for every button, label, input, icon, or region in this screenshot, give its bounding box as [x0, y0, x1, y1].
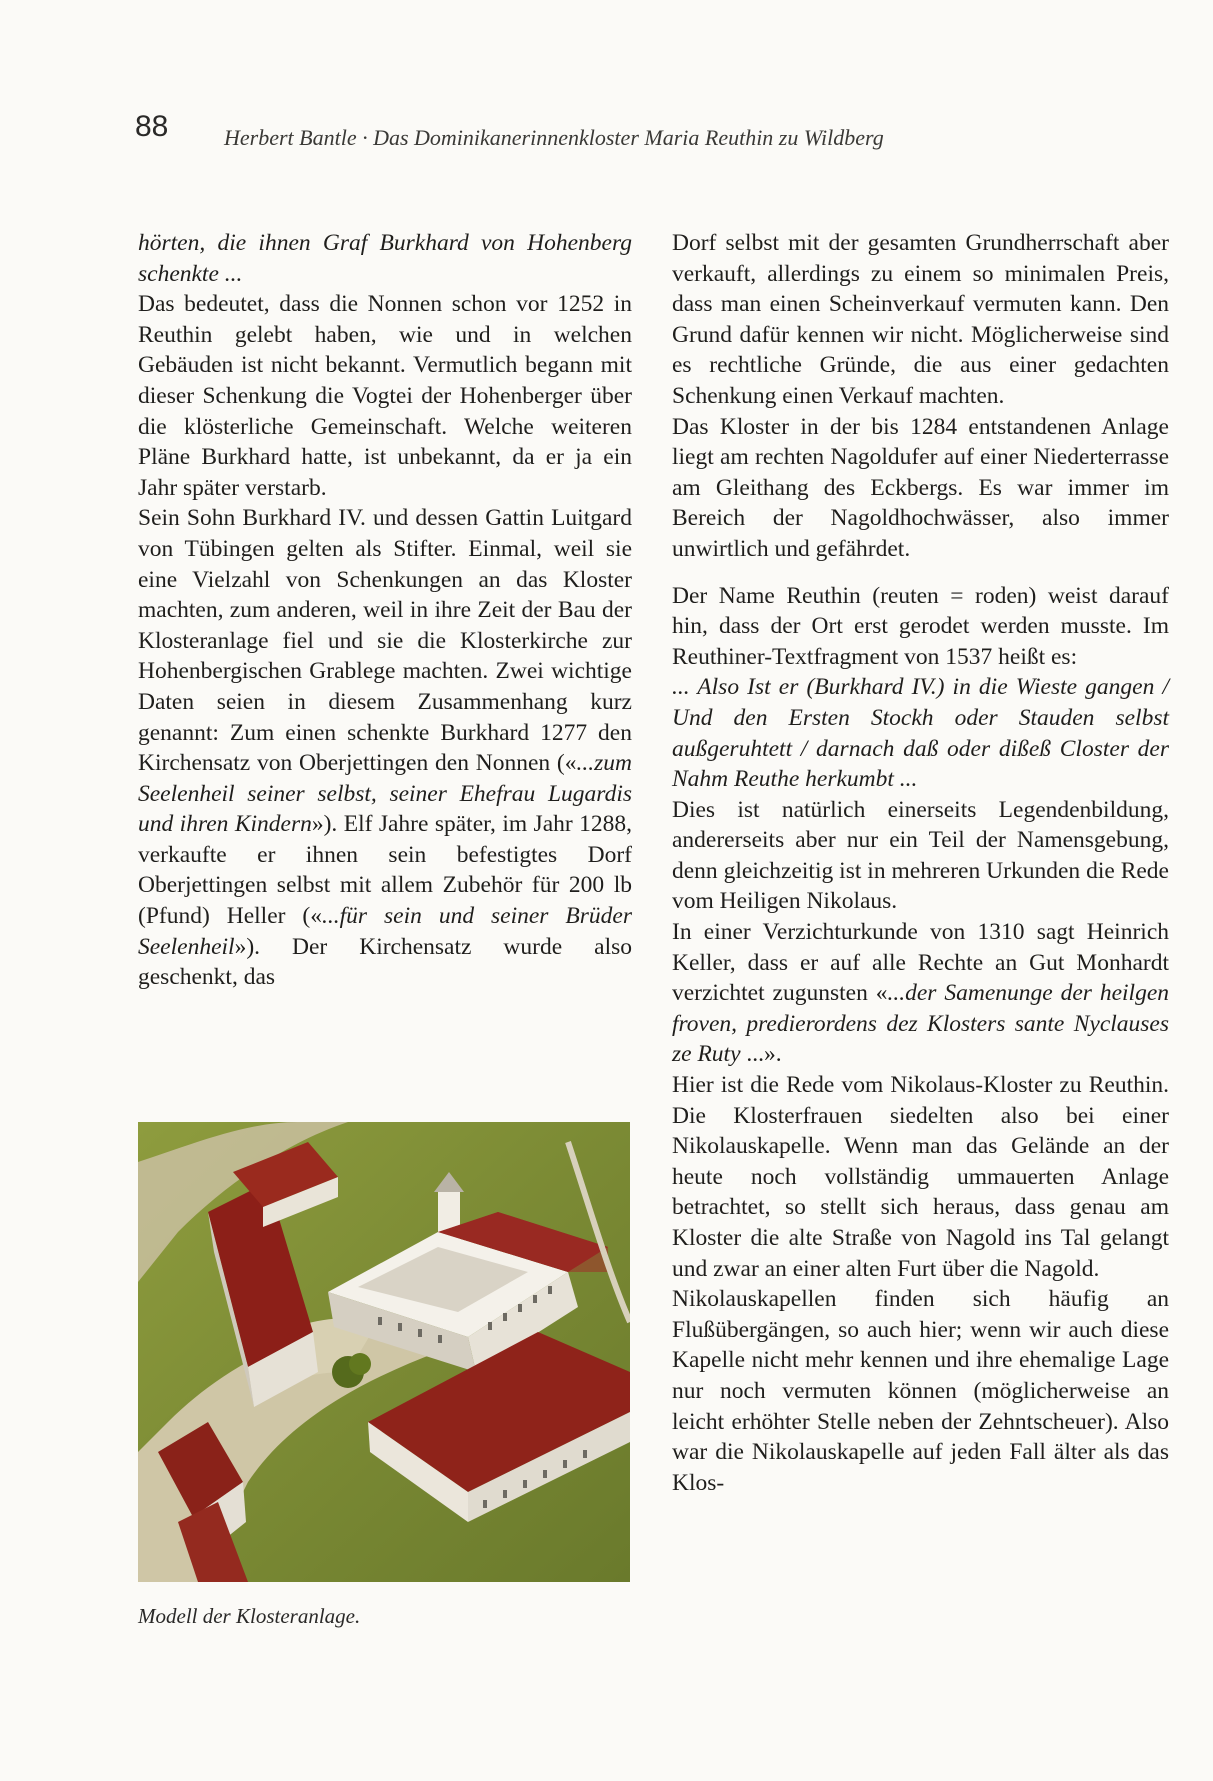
paragraph: Das bedeutet, dass die Nonnen schon vor 1252 in Reuthin gelebt haben, wie und in welchen Gebäuden ist nicht bekannt. Vermutlich begann mit dieser Schenkung die Vogtei der Hohenberger über die klösterliche Gemeinschaft. Welche weiteren Pläne Burkhard hatte, ist unbekannt, da er ja ein Jahr später verstarb. [138, 291, 632, 501]
left-column [138, 228, 632, 993]
paragraph: Dies ist natürlich einerseits Legendenbildung, andererseits aber nur ein Teil der Namensgebung, denn gleichzeitig ist in mehreren Urkunden die Rede vom Heiligen Nikolaus. [672, 796, 1169, 915]
text-run: »). Der Kirchensatz wurde also geschenkt, das [138, 933, 632, 991]
paragraph [138, 503, 632, 993]
paragraph [672, 917, 1169, 1070]
text-run: Sein Sohn Burkhard IV. und dessen Gattin Luitgard von Tübingen gelten als Stifter. Einmal, weil sie eine Vielzahl von Schenkungen an das Kloster machten, zum anderen, weil in ihre Zeit der Bau der Klosteranlage fiel und sie die Klosterkirche zur Hohenbergischen Grablege machten. Zwei wichtige Daten seien in diesem Zusammenhang kurz genannt: Zum einen schenkte Burkhard 1277 den Kirchensatz von Oberjettingen den Nonnen (« [138, 505, 632, 777]
paragraph-quote-end: hörten, die ihnen Graf Burkhard von Hohenberg schenkte ... [138, 230, 632, 287]
text-run: »). Elf Jahre später, im Jahr 1288, verkaufte er ihnen sein befestigtes Dorf Oberjettingen selbst mit allem Zubehör für 200 lb (Pfund) Heller (« [138, 811, 633, 930]
right-column [672, 228, 1169, 1498]
quote: ...für sein und seiner Brüder Seelenheil [138, 903, 632, 960]
quote: ...der Samenunge der heilgen froven, predierordens dez Klosters sante Nyclauses ze Ruty [672, 980, 1170, 1068]
quote-paragraph: ... Also Ist er (Burkhard IV.) in die Wieste gangen / Und den Ersten Stockh oder Stauden selbst außgeruhtett / darnach daß oder dißeß Closter der Nahm Reuthe herkumbt ... [672, 674, 1169, 793]
paragraph: Dorf selbst mit der gesamten Grundherrschaft aber verkauft, allerdings zu einem so minimalen Preis, dass man einen Scheinverkauf vermuten kann. Den Grund dafür kennen wir nicht. Möglicherweise sind es rechtliche Gründe, die aus einer gedachten Schenkung einen Verkauf machten. [672, 230, 1169, 409]
quote: ...zum Seelenheil seiner selbst, seiner Ehefrau Lugardis und ihren Kindern [138, 750, 632, 838]
paragraph: Hier ist die Rede vom Nikolaus-Kloster zu Reuthin. Die Klosterfrauen siedelten also bei einer Nikolauskapelle. Wenn man das Gelände an der heute noch vollständig ummauerten Anlage betrachtet, so stellt sich heraus, dass genau am Kloster die alte Straße von Nagold ins Tal gelangt und zwar an einer alten Furt über die Nagold. [672, 1072, 1169, 1282]
bleed-through-heading [940, 120, 949, 159]
text-run: ...». [740, 1041, 782, 1068]
paragraph: Der Name Reuthin (reuten = roden) weist darauf hin, dass der Ort erst gerodet werden musste. Im Reuthiner-Textfragment von 1537 heißt es: [672, 582, 1169, 670]
paragraph: Das Kloster in der bis 1284 entstandenen Anlage liegt am rechten Nagoldufer auf einer Niederterrasse am Gleithang des Eckbergs. Es war immer im Bereich der Nagoldhochwässer, also immer unwirtlich und gefährdet. [672, 413, 1169, 562]
text-run: In einer Verzichturkunde von 1310 sagt Heinrich Keller, dass er auf alle Rechte an Gut Monhardt verzichtet zugunsten « [672, 919, 1169, 1007]
monastery-model-photo [138, 1122, 630, 1582]
paragraph: Nikolauskapellen finden sich häufig an Flußübergängen, so auch hier; wenn wir auch diese Kapelle nicht mehr kennen und ihre ehemalige Lage nur noch vermuten können (möglicherweise an leicht erhöhter Stelle neben der Zehntscheuer). Also war die Nikolauskapelle auf jeden Fall älter als das Klos- [672, 1286, 1169, 1496]
figure-caption: Modell der Klosteranlage. [138, 1604, 361, 1628]
page-number: 88 [135, 110, 169, 143]
running-head: Herbert Bantle · Das Dominikanerinnenkloster Maria Reuthin zu Wildberg [224, 125, 884, 150]
